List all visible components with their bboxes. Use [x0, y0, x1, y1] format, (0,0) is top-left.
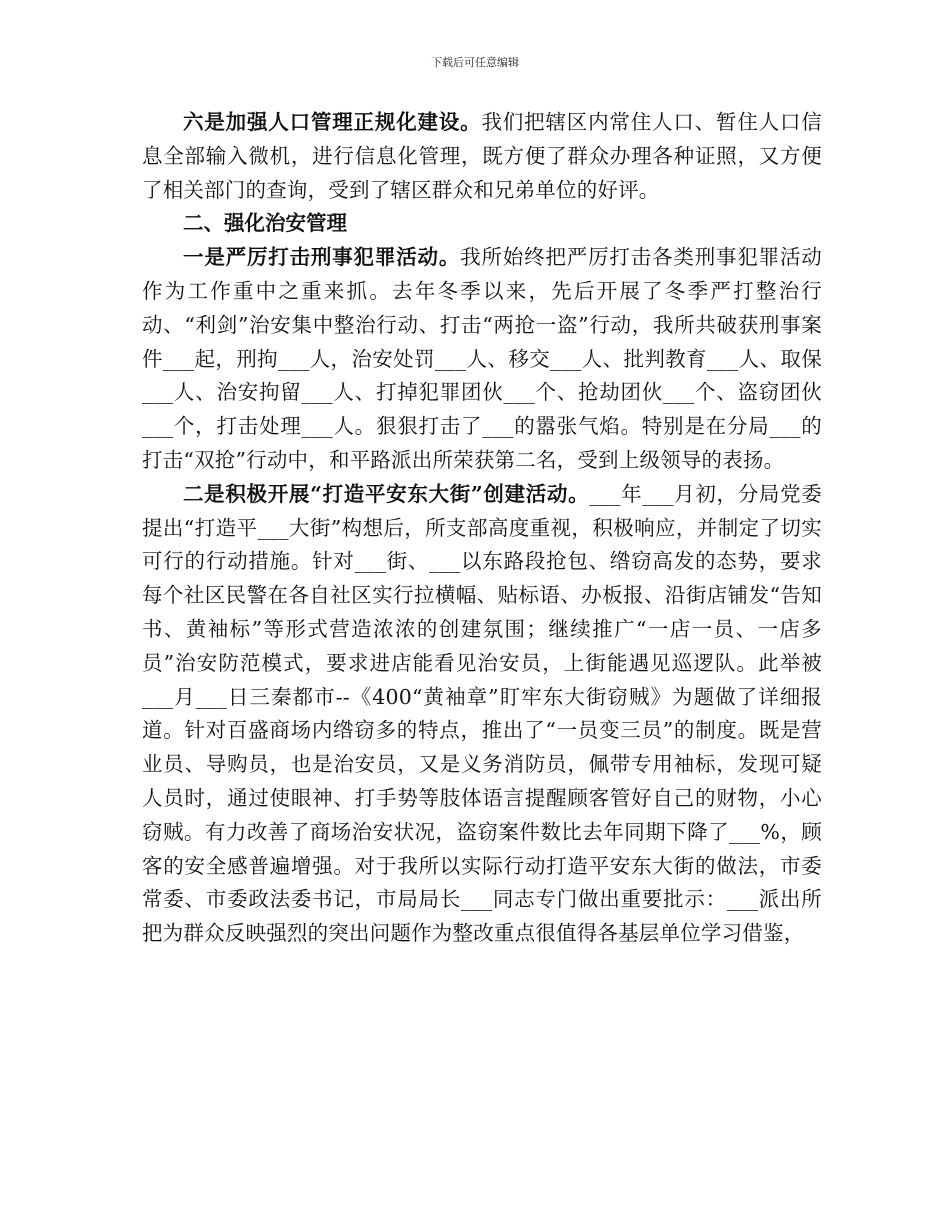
paragraph-text: ___年___月初，分局党委提出“打造平___大街”构想后，所支部高度重视，积极响应，并制定了切实可行的行动措施。针对___街、___以东路段抢包、绺窃高发的态势，要求每个社区民警在各自社区实行拉横幅、贴标语、办板报、沿街店铺发“告知书、黄袖标”等形式营造浓浓的创建氛围；继续推广“一店一员、一店多员”治安防范模式，要求进店能看见治安员，上街能遇见巡逻队。此举被___月___日三秦都市--《400“黄袖章”盯牢东大街窃贼》为题做了详细报道。针对百盛商场内绺窃多的特点，推出了“一员变三员”的制度。既是营业员、导购员，也是治安员，又是义务消防员，佩带专用袖标，发现可疑人员时，通过使眼神、打手势等肢体语言提醒顾客管好自己的财物，小心窃贼。有力改善了商场治安状况，盗窃案件数比去年同期下降了___%，顾客的安全感普遍增强。对于我所以实际行动打造平安东大街的做法，市委常委、市委政法委书记，市局局长___同志专门做出重要批示：___派出所把为群众反映强烈的突出问题作为整改重点很值得各基层单位学习借鉴， — [142, 481, 822, 946]
section-heading: 二、强化治安管理 — [183, 211, 347, 236]
paragraph-text: 我们把辖区内常住人口、暂住人口信息全部输入微机，进行信息化管理，既方便了群众办理各种证照，又方便了相关部门的查询，受到了辖区群众和兄弟单位的好评。 — [142, 110, 822, 202]
paragraph-text: 我所始终把严厉打击各类刑事犯罪活动作为工作重中之重来抓。去年冬季以来，先后开展了冬季严打整治行动、“利剑”治安集中整治行动、打击“两抢一盗”行动，我所共破获刑事案件___起，刑拘___人，治安处罚___人、移交___人、批判教育___人、取保___人、治安拘留___人、打掉犯罪团伙___个、抢劫团伙___个、盗窃团伙___个，打击处理___人。狠狠打击了___的嚣张气焰。特别是在分局___的打击“双抢”行动中，和平路派出所荣获第二名，受到上级领导的表扬。 — [142, 245, 822, 472]
paragraph-safe-street — [142, 478, 822, 951]
paragraph-crime-crackdown — [142, 241, 822, 478]
paragraph-population-management — [142, 106, 822, 207]
page-header: 下载后可任意编辑 — [431, 56, 519, 69]
paragraph-lead: 六是加强人口管理正规化建设。 — [183, 110, 482, 134]
document-body — [142, 106, 822, 951]
paragraph-lead: 二是积极开展“打造平安东大街”创建活动。 — [183, 481, 590, 506]
paragraph-lead: 一是严厉打击刑事犯罪活动。 — [183, 245, 461, 270]
